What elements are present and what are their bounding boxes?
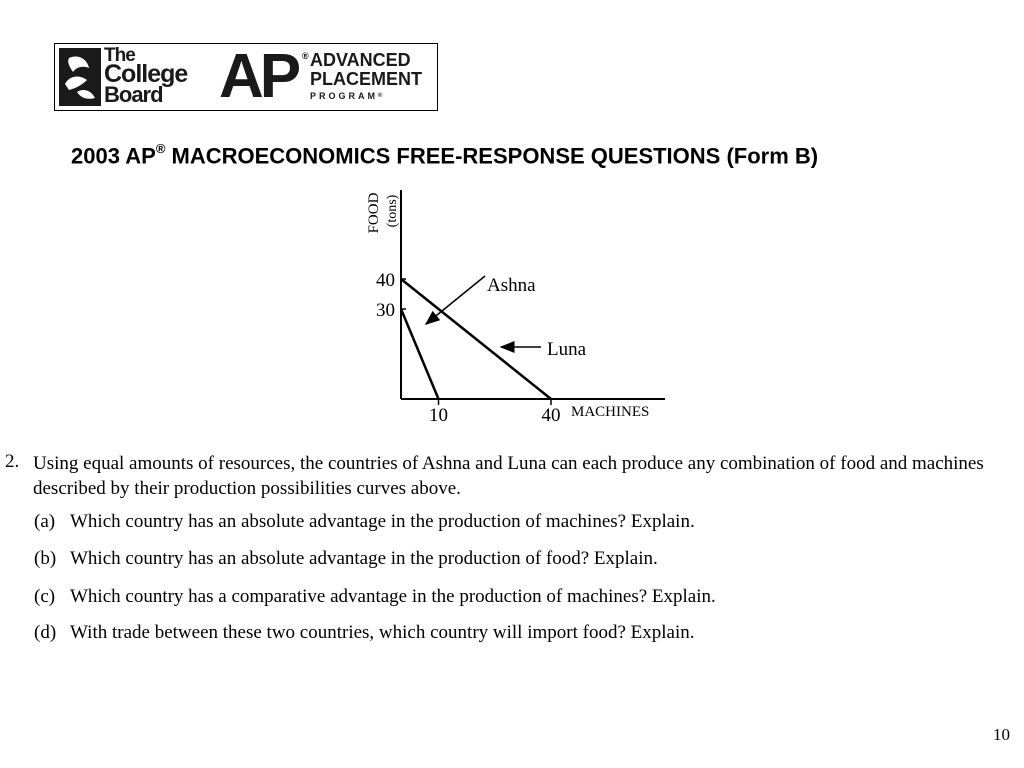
college-board-wordmark [104,47,187,105]
part-text: Which country has an absolute advantage in the production of machines? Explain. [70,511,695,532]
production-possibilities-chart [340,180,680,430]
y-tick-label: 30 [376,300,395,321]
luna-label: Luna [547,339,587,360]
title-prefix: 2003 AP [71,143,156,169]
college-board-ap-logo [54,43,438,111]
part-label: (b) [34,548,57,569]
logo-board: Board [104,82,163,107]
title-registered-mark: ® [155,141,166,156]
logo-program-text: PROGRAM [310,91,378,101]
title-suffix: MACROECONOMICS FREE-RESPONSE QUESTIONS (Form B) [165,143,819,169]
part-text: Which country has a comparative advantage in the production of machines? Explain. [70,586,716,607]
y-axis-label: FOOD [366,192,382,234]
page-number: 10 [993,725,1010,744]
ashna-leader-arrow [426,276,485,324]
logo-placement: PLACEMENT [310,69,422,89]
part-label: (d) [34,622,57,643]
ashna-label: Ashna [487,275,536,296]
logo-the: The [104,45,135,66]
logo-advanced: ADVANCED [310,50,411,70]
x-axis-label: MACHINES [571,404,650,420]
question-number: 2. [5,451,20,472]
logo-ap-registered: ® [302,51,309,61]
ap-program-wordmark [310,51,422,102]
question-part-b [34,547,658,571]
ppc-line-ashna [401,309,439,399]
question-part-a [34,510,695,534]
x-tick-label: 40 [541,405,561,426]
part-text: With trade between these two countries, which country will import food? Explain. [70,622,695,643]
logo-program [310,90,422,102]
logo-program-registered: ® [378,93,383,99]
question-part-c [34,585,716,609]
page-title [71,136,971,171]
y-axis-unit-label: (tons) [385,194,400,228]
question-part-d [34,621,695,645]
part-label: (a) [34,511,56,532]
x-tick-label: 10 [429,405,448,426]
logo-college: College [104,60,188,88]
question-intro: Using equal amounts of resources, the countries of Ashna and Luna can each produce any combination of food and machines described by their production possibilities curves above. [33,453,984,499]
logo-ap: AP [219,42,298,111]
ppc-line-luna [401,279,551,399]
part-label: (c) [34,586,56,607]
y-tick-label: 40 [376,270,395,291]
part-text: Which country has an absolute advantage in the production of food? Explain. [70,548,658,569]
